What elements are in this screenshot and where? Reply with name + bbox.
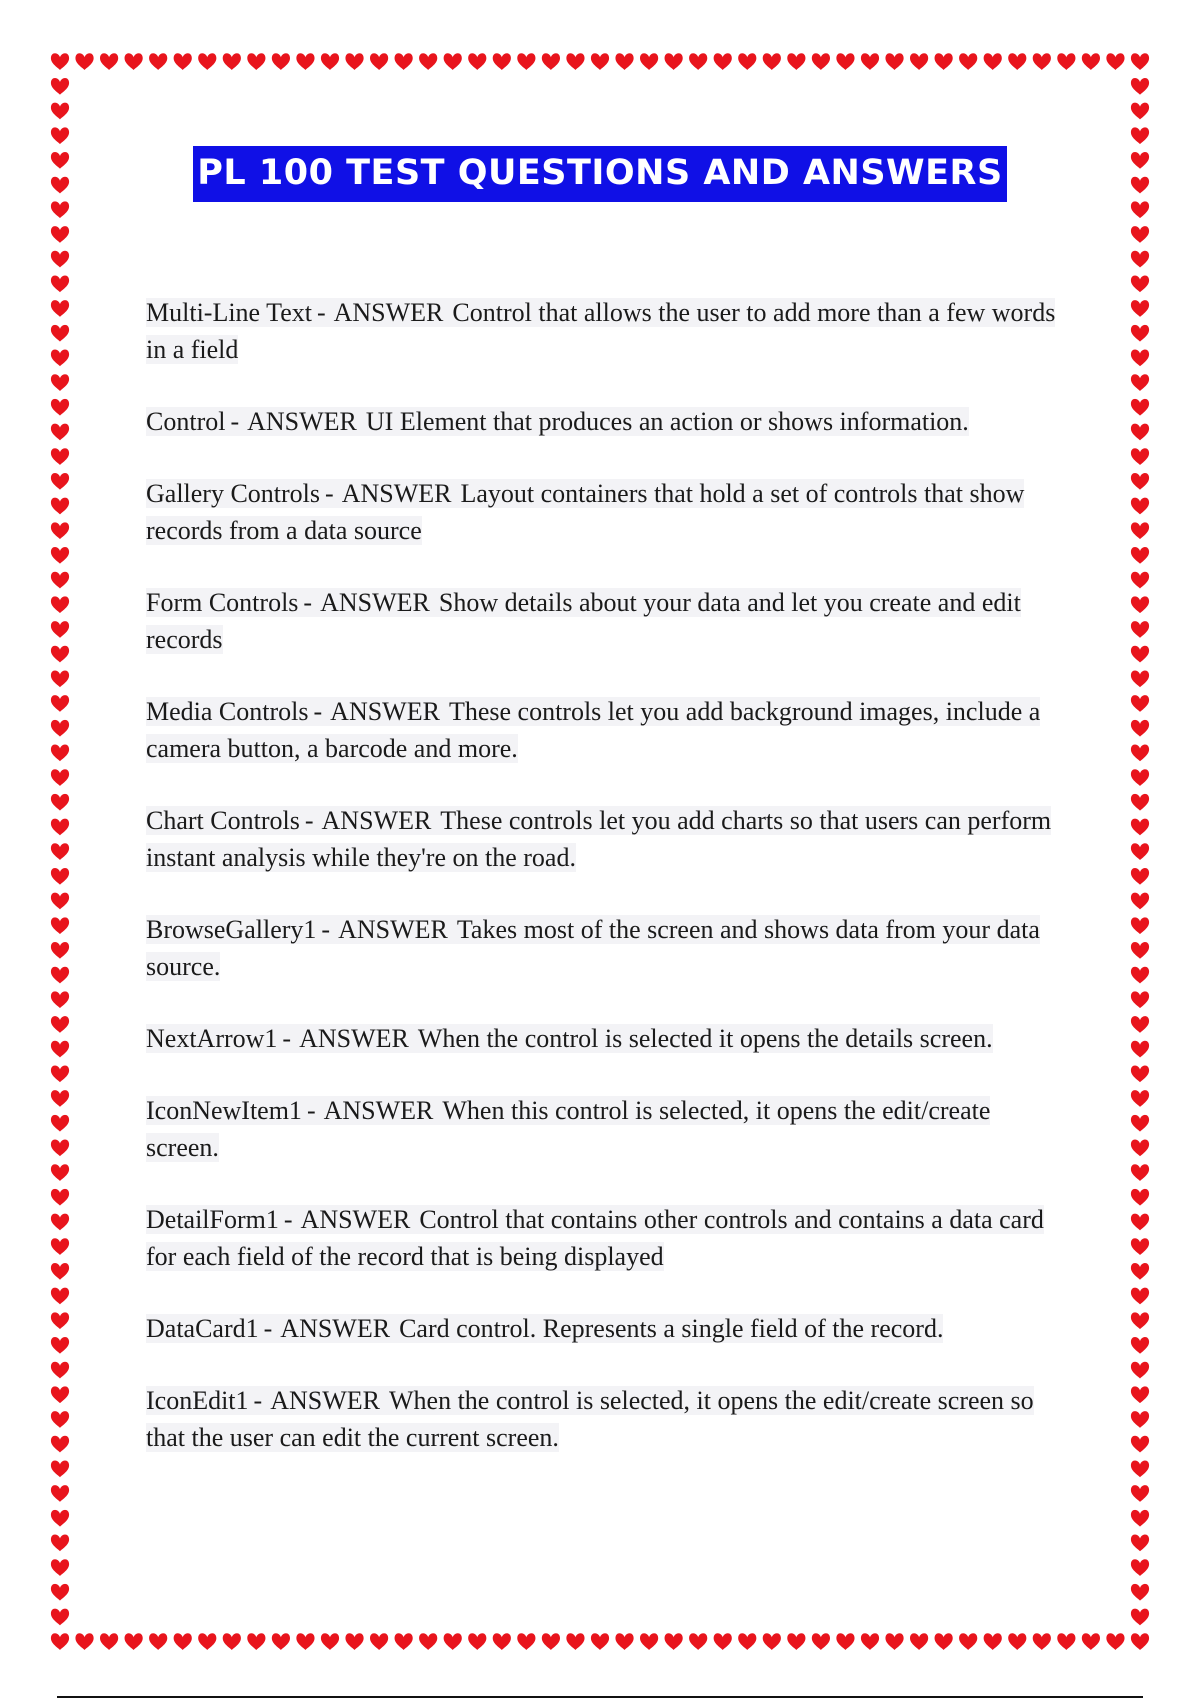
heart-icon xyxy=(1131,498,1149,515)
heart-icon xyxy=(1131,1263,1149,1280)
heart-icon xyxy=(1131,1411,1149,1428)
heart-icon xyxy=(836,53,854,70)
qa-item xyxy=(146,294,1066,368)
qa-answer: Control that allows the user to add more than a few words in a field xyxy=(146,298,1056,364)
heart-icon xyxy=(125,53,143,70)
heart-icon xyxy=(370,53,388,70)
heart-icon xyxy=(910,1633,928,1650)
heart-icon xyxy=(51,53,69,70)
heart-icon xyxy=(1131,572,1149,589)
heart-icon xyxy=(51,794,69,811)
heart-icon xyxy=(591,53,609,70)
heart-icon xyxy=(1131,1041,1149,1058)
heart-icon xyxy=(1131,991,1149,1008)
answer-label: ANSWER xyxy=(333,298,444,327)
heart-icon xyxy=(51,226,69,243)
heart-icon xyxy=(100,1633,118,1650)
heart-icon xyxy=(1131,127,1149,144)
heart-icon xyxy=(51,1436,69,1453)
heart-icon xyxy=(51,350,69,367)
heart-icon xyxy=(787,1633,805,1650)
answer-label: ANSWER xyxy=(300,1205,411,1234)
heart-icon xyxy=(984,53,1002,70)
qa-item xyxy=(146,403,1066,440)
qa-term: IconNewItem1 xyxy=(146,1096,302,1125)
heart-icon xyxy=(1106,53,1124,70)
heart-icon xyxy=(370,1633,388,1650)
qa-answer: Control that contains other controls and contains a data card for each field of the record that is being displayed xyxy=(146,1205,1044,1271)
answer-label: ANSWER xyxy=(330,697,440,726)
heart-icon xyxy=(1131,399,1149,416)
qa-answer: These controls let you add background images, include a camera button, a barcode and more. xyxy=(146,697,1041,763)
qa-answer: When the control is selected, it opens the edit/create screen so that the user can edit the current screen. xyxy=(146,1386,1034,1452)
heart-icon xyxy=(1131,1609,1149,1626)
heart-icon xyxy=(51,1312,69,1329)
qa-item xyxy=(146,693,1066,767)
heart-icon xyxy=(1008,53,1026,70)
heart-icon xyxy=(984,1633,1002,1650)
qa-item xyxy=(146,1310,1066,1347)
heart-icon xyxy=(665,53,683,70)
heart-icon xyxy=(1131,720,1149,737)
heart-icon xyxy=(51,1337,69,1354)
heart-icon xyxy=(714,53,732,70)
heart-icon xyxy=(763,1633,781,1650)
heart-icon xyxy=(640,1633,658,1650)
qa-separator: - xyxy=(303,588,313,617)
heart-icon xyxy=(1131,1090,1149,1107)
heart-icon xyxy=(51,1535,69,1552)
heart-icon xyxy=(174,1633,192,1650)
heart-icon xyxy=(247,1633,265,1650)
heart-icon xyxy=(1008,1633,1026,1650)
heart-icon xyxy=(1131,1460,1149,1477)
heart-icon xyxy=(51,275,69,292)
qa-line xyxy=(146,697,1040,763)
heart-icon xyxy=(51,1115,69,1132)
heart-icon xyxy=(1131,917,1149,934)
heart-icon xyxy=(1131,843,1149,860)
qa-separator: - xyxy=(325,479,334,508)
qa-term: DataCard1 xyxy=(146,1314,259,1343)
qa-line xyxy=(146,1024,993,1053)
heart-icon xyxy=(1131,1510,1149,1527)
qa-separator: - xyxy=(304,806,314,835)
heart-icon xyxy=(51,522,69,539)
heart-icon xyxy=(247,53,265,70)
heart-icon xyxy=(591,1633,609,1650)
heart-icon xyxy=(51,720,69,737)
heart-icon xyxy=(198,1633,216,1650)
heart-icon xyxy=(100,53,118,70)
answer-label: ANSWER xyxy=(299,1024,409,1053)
heart-icon xyxy=(1033,53,1051,70)
heart-icon xyxy=(51,251,69,268)
heart-icon xyxy=(51,893,69,910)
answer-label: ANSWER xyxy=(323,1096,434,1125)
heart-icon xyxy=(149,1633,167,1650)
heart-icon xyxy=(51,1633,69,1650)
heart-icon xyxy=(51,498,69,515)
heart-icon xyxy=(51,1460,69,1477)
heart-icon xyxy=(1131,1238,1149,1255)
heart-icon xyxy=(1131,1559,1149,1576)
qa-line xyxy=(146,1205,1044,1271)
heart-icon xyxy=(665,1633,683,1650)
qa-line xyxy=(146,479,1024,545)
title-container xyxy=(0,146,1200,202)
heart-icon xyxy=(1131,1362,1149,1379)
heart-icon xyxy=(1131,967,1149,984)
heart-icon xyxy=(51,1164,69,1181)
heart-icon xyxy=(1131,942,1149,959)
qa-separator: - xyxy=(321,915,331,944)
heart-icon xyxy=(51,1214,69,1231)
qa-separator: - xyxy=(263,1314,273,1343)
qa-term: Form Controls xyxy=(146,588,299,617)
qa-term: NextArrow1 xyxy=(146,1024,278,1053)
heart-icon xyxy=(51,1559,69,1576)
heart-icon xyxy=(689,1633,707,1650)
heart-icon xyxy=(51,868,69,885)
heart-icon xyxy=(714,1633,732,1650)
qa-term: DetailForm1 xyxy=(146,1205,279,1234)
heart-icon xyxy=(787,53,805,70)
heart-icon xyxy=(566,53,584,70)
qa-item xyxy=(146,584,1066,658)
heart-icon xyxy=(321,53,339,70)
heart-icon xyxy=(51,646,69,663)
heart-icon xyxy=(51,127,69,144)
heart-icon xyxy=(517,53,535,70)
heart-icon xyxy=(517,1633,535,1650)
heart-icon xyxy=(51,1362,69,1379)
heart-icon xyxy=(51,1485,69,1502)
heart-icon xyxy=(1131,1633,1149,1650)
page-title: PL 100 TEST QUESTIONS AND ANSWERS xyxy=(193,146,1006,202)
heart-icon xyxy=(51,374,69,391)
heart-icon xyxy=(1131,201,1149,218)
heart-icon xyxy=(51,1238,69,1255)
heart-icon xyxy=(615,53,633,70)
heart-icon xyxy=(1131,1214,1149,1231)
heart-icon xyxy=(959,1633,977,1650)
heart-icon xyxy=(149,53,167,70)
qa-line xyxy=(146,407,969,436)
qa-line xyxy=(146,806,1051,872)
answer-label: ANSWER xyxy=(247,407,357,436)
qa-separator: - xyxy=(313,697,323,726)
heart-icon xyxy=(51,942,69,959)
heart-icon xyxy=(174,53,192,70)
heart-icon xyxy=(1131,374,1149,391)
heart-icon xyxy=(51,1288,69,1305)
heart-icon xyxy=(51,967,69,984)
qa-line xyxy=(146,1314,943,1343)
heart-icon xyxy=(566,1633,584,1650)
heart-icon xyxy=(51,572,69,589)
heart-icon xyxy=(296,53,314,70)
heart-icon xyxy=(1082,1633,1100,1650)
qa-item xyxy=(146,1382,1066,1456)
heart-icon xyxy=(51,745,69,762)
heart-icon xyxy=(125,1633,143,1650)
qa-term: BrowseGallery1 xyxy=(146,915,317,944)
heart-icon xyxy=(51,1065,69,1082)
heart-icon xyxy=(51,1041,69,1058)
heart-icon xyxy=(51,78,69,95)
heart-icon xyxy=(321,1633,339,1650)
heart-icon xyxy=(1057,1633,1075,1650)
qa-item xyxy=(146,802,1066,876)
heart-icon xyxy=(51,424,69,441)
qa-answer: Takes most of the screen and shows data from your data source. xyxy=(146,915,1040,981)
qa-answer: UI Element that produces an action or shows information. xyxy=(365,407,969,436)
heart-icon xyxy=(468,1633,486,1650)
heart-icon xyxy=(1131,325,1149,342)
heart-icon xyxy=(1033,1633,1051,1650)
heart-icon xyxy=(1131,522,1149,539)
heart-icon xyxy=(419,53,437,70)
heart-icon xyxy=(51,1609,69,1626)
qa-separator: - xyxy=(230,407,240,436)
heart-icon xyxy=(1131,53,1149,70)
heart-icon xyxy=(51,448,69,465)
heart-icon xyxy=(51,1584,69,1601)
heart-icon xyxy=(1131,1485,1149,1502)
heart-icon xyxy=(1131,251,1149,268)
heart-icon xyxy=(1131,893,1149,910)
heart-icon xyxy=(1131,670,1149,687)
qa-line xyxy=(146,1386,1034,1452)
heart-icon xyxy=(51,547,69,564)
heart-icon xyxy=(345,53,363,70)
qa-answer: Show details about your data and let you create and edit records xyxy=(146,588,1021,654)
qa-separator: - xyxy=(253,1386,263,1415)
heart-icon xyxy=(959,53,977,70)
qa-term: Media Controls xyxy=(146,697,309,726)
heart-icon xyxy=(935,1633,953,1650)
heart-icon xyxy=(395,53,413,70)
heart-icon xyxy=(1131,621,1149,638)
heart-icon xyxy=(812,53,830,70)
qa-term: IconEdit1 xyxy=(146,1386,249,1415)
heart-icon xyxy=(419,1633,437,1650)
heart-icon xyxy=(51,1386,69,1403)
heart-icon xyxy=(51,917,69,934)
answer-label: ANSWER xyxy=(320,588,430,617)
qa-term: Control xyxy=(146,407,226,436)
heart-icon xyxy=(738,53,756,70)
qa-separator: - xyxy=(316,298,326,327)
qa-answer: When this control is selected, it opens the edit/create screen. xyxy=(146,1096,991,1162)
heart-icon xyxy=(51,1016,69,1033)
heart-icon xyxy=(1131,424,1149,441)
heart-icon xyxy=(223,53,241,70)
heart-icon xyxy=(836,1633,854,1650)
heart-icon xyxy=(51,596,69,613)
heart-icon xyxy=(1131,275,1149,292)
heart-icon xyxy=(763,53,781,70)
heart-icon xyxy=(1082,53,1100,70)
qa-term: Gallery Controls xyxy=(146,479,321,508)
heart-icon xyxy=(738,1633,756,1650)
heart-icon xyxy=(1131,1189,1149,1206)
qa-separator: - xyxy=(282,1024,292,1053)
qa-separator: - xyxy=(306,1096,316,1125)
heart-icon xyxy=(51,103,69,120)
heart-icon xyxy=(272,53,290,70)
heart-icon xyxy=(272,1633,290,1650)
heart-icon xyxy=(689,53,707,70)
heart-icon xyxy=(1057,53,1075,70)
heart-icon xyxy=(51,769,69,786)
heart-icon xyxy=(1131,868,1149,885)
heart-icon xyxy=(296,1633,314,1650)
heart-icon xyxy=(51,1140,69,1157)
heart-icon xyxy=(51,300,69,317)
heart-icon xyxy=(51,1189,69,1206)
heart-icon xyxy=(1131,1337,1149,1354)
heart-icon xyxy=(51,1411,69,1428)
heart-icon xyxy=(1131,794,1149,811)
answer-label: ANSWER xyxy=(321,806,432,835)
heart-icon xyxy=(1131,1535,1149,1552)
heart-icon xyxy=(861,1633,879,1650)
qa-list xyxy=(146,294,1066,1491)
qa-term: Chart Controls xyxy=(146,806,300,835)
heart-icon xyxy=(51,819,69,836)
qa-item xyxy=(146,1092,1066,1166)
heart-icon xyxy=(468,53,486,70)
heart-icon xyxy=(885,1633,903,1650)
heart-icon xyxy=(223,1633,241,1650)
qa-answer: When the control is selected it opens the details screen. xyxy=(417,1024,993,1053)
heart-icon xyxy=(51,201,69,218)
heart-icon xyxy=(861,53,879,70)
answer-label: ANSWER xyxy=(280,1314,391,1343)
qa-answer: Card control. Represents a single field of the record. xyxy=(399,1314,944,1343)
heart-icon xyxy=(615,1633,633,1650)
heart-icon xyxy=(51,1510,69,1527)
heart-icon xyxy=(1131,1115,1149,1132)
heart-icon xyxy=(198,53,216,70)
heart-icon xyxy=(1131,1140,1149,1157)
heart-icon xyxy=(51,399,69,416)
qa-line xyxy=(146,298,1055,364)
heart-icon xyxy=(1131,596,1149,613)
heart-icon xyxy=(51,670,69,687)
heart-icon xyxy=(51,843,69,860)
qa-line xyxy=(146,1096,990,1162)
heart-icon xyxy=(1131,448,1149,465)
heart-icon xyxy=(1131,1016,1149,1033)
heart-icon xyxy=(1131,695,1149,712)
heart-icon xyxy=(910,53,928,70)
qa-item xyxy=(146,1020,1066,1057)
heart-icon xyxy=(1131,745,1149,762)
heart-icon xyxy=(1131,1065,1149,1082)
qa-answer: Layout containers that hold a set of controls that show records from a data source xyxy=(146,479,1025,545)
heart-icon xyxy=(812,1633,830,1650)
qa-separator: - xyxy=(283,1205,293,1234)
qa-line xyxy=(146,588,1021,654)
heart-icon xyxy=(1131,1288,1149,1305)
heart-icon xyxy=(51,991,69,1008)
heart-icon xyxy=(444,1633,462,1650)
heart-icon xyxy=(51,1263,69,1280)
heart-icon xyxy=(75,1633,93,1650)
heart-icon xyxy=(640,53,658,70)
heart-icon xyxy=(1131,1436,1149,1453)
qa-line xyxy=(146,915,1040,981)
heart-icon xyxy=(1131,226,1149,243)
heart-icon xyxy=(345,1633,363,1650)
heart-icon xyxy=(1131,1386,1149,1403)
heart-icon xyxy=(935,53,953,70)
heart-icon xyxy=(75,53,93,70)
heart-icon xyxy=(1131,646,1149,663)
heart-icon xyxy=(493,1633,511,1650)
heart-icon xyxy=(1131,300,1149,317)
footer-divider xyxy=(57,1696,1143,1698)
answer-label: ANSWER xyxy=(270,1386,380,1415)
heart-icon xyxy=(493,53,511,70)
heart-icon xyxy=(395,1633,413,1650)
heart-icon xyxy=(51,473,69,490)
qa-item xyxy=(146,911,1066,985)
qa-item xyxy=(146,1201,1066,1275)
heart-icon xyxy=(1131,350,1149,367)
heart-icon xyxy=(51,325,69,342)
answer-label: ANSWER xyxy=(338,915,448,944)
heart-icon xyxy=(1131,1312,1149,1329)
heart-icon xyxy=(1131,1584,1149,1601)
heart-icon xyxy=(51,621,69,638)
qa-term: Multi-Line Text xyxy=(146,298,312,327)
heart-icon xyxy=(51,695,69,712)
heart-icon xyxy=(1131,1164,1149,1181)
heart-icon xyxy=(542,53,560,70)
heart-icon xyxy=(1131,547,1149,564)
heart-icon xyxy=(1106,1633,1124,1650)
heart-icon xyxy=(1131,473,1149,490)
heart-icon xyxy=(885,53,903,70)
heart-icon xyxy=(1131,78,1149,95)
heart-icon xyxy=(542,1633,560,1650)
heart-icon xyxy=(1131,103,1149,120)
answer-label: ANSWER xyxy=(341,479,452,508)
heart-icon xyxy=(1131,769,1149,786)
heart-icon xyxy=(1131,819,1149,836)
heart-icon xyxy=(444,53,462,70)
heart-icon xyxy=(51,1090,69,1107)
qa-item xyxy=(146,475,1066,549)
qa-answer: These controls let you add charts so that users can perform instant analysis while they're on the road. xyxy=(146,806,1052,872)
